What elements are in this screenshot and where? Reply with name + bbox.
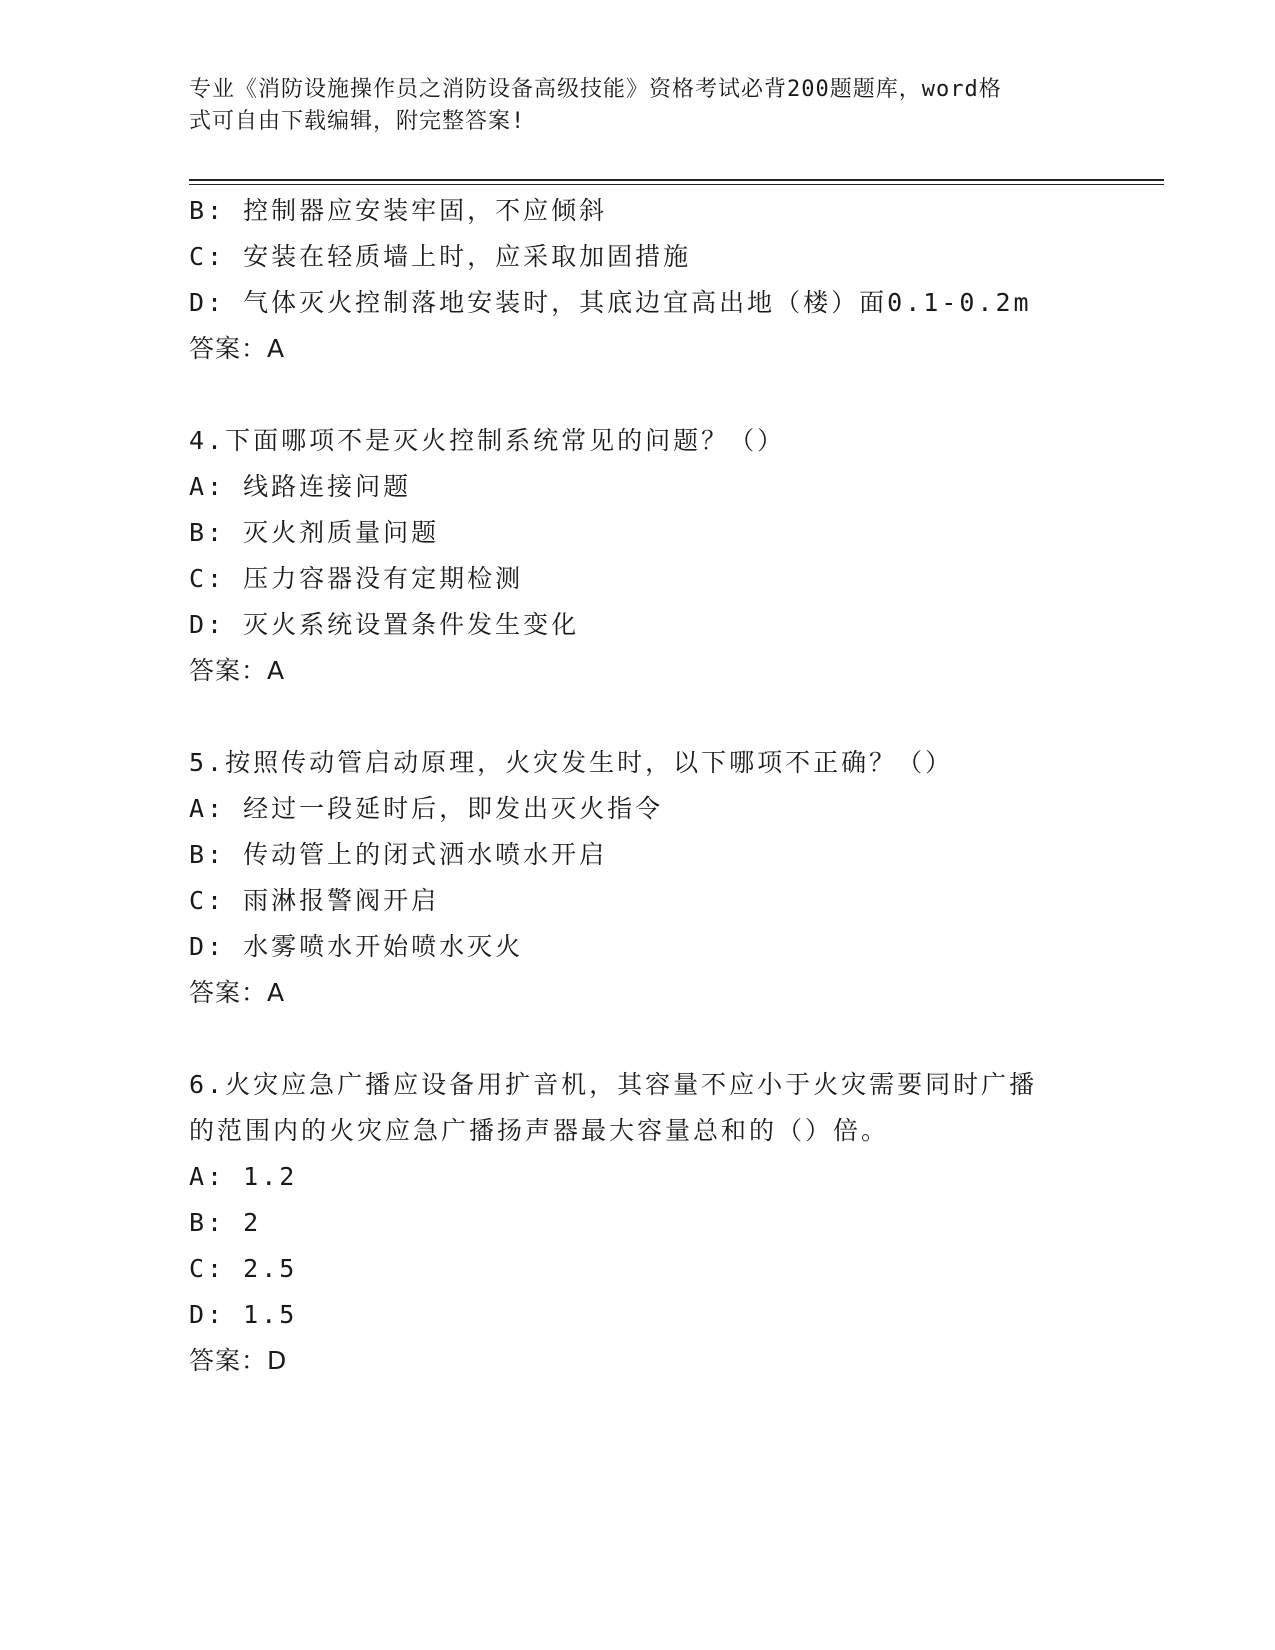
header-line-1: 专业《消防设施操作员之消防设备高级技能》资格考试必背200题题库，word格 xyxy=(189,77,1002,102)
question-list xyxy=(189,188,1169,1384)
question-text: 4.下面哪项不是灭火控制系统常见的问题？（） xyxy=(189,426,786,455)
option-b: B: 控制器应安装牢固，不应倾斜 xyxy=(189,196,608,225)
header-line-2: 式可自由下载编辑，附完整答案! xyxy=(189,109,526,134)
question-text-line-1: 6.火灾应急广播应设备用扩音机，其容量不应小于火灾需要同时广播 xyxy=(189,1070,1038,1099)
option-c: C: 压力容器没有定期检测 xyxy=(189,564,524,593)
header-divider-thin xyxy=(189,184,1164,185)
question-3 xyxy=(189,188,1169,372)
option-b: B: 2 xyxy=(189,1208,262,1237)
option-d: D: 灭火系统设置条件发生变化 xyxy=(189,610,580,639)
option-a: A: 经过一段延时后，即发出灭火指令 xyxy=(189,794,664,823)
option-d: D: 水雾喷水开始喷水灭火 xyxy=(189,932,524,961)
question-5 xyxy=(189,740,1169,1016)
document-header xyxy=(189,74,1069,138)
answer: 答案：D xyxy=(189,1346,288,1375)
question-text-line-2: 的范围内的火灾应急广播扬声器最大容量总和的（）倍。 xyxy=(189,1116,890,1145)
option-a: A: 线路连接问题 xyxy=(189,472,412,501)
option-c: C: 2.5 xyxy=(189,1254,298,1283)
option-c: C: 雨淋报警阀开启 xyxy=(189,886,440,915)
question-6 xyxy=(189,1062,1169,1384)
answer: 答案：A xyxy=(189,334,286,363)
option-d: D: 气体灭火控制落地安装时，其底边宜高出地（楼）面0.1-0.2m xyxy=(189,288,1032,317)
question-4 xyxy=(189,418,1169,694)
question-text: 5.按照传动管启动原理，火灾发生时，以下哪项不正确？（） xyxy=(189,748,954,777)
answer: 答案：A xyxy=(189,656,286,685)
option-b: B: 灭火剂质量问题 xyxy=(189,518,440,547)
option-a: A: 1.2 xyxy=(189,1162,298,1191)
answer: 答案：A xyxy=(189,978,286,1007)
option-c: C: 安装在轻质墙上时，应采取加固措施 xyxy=(189,242,692,271)
header-divider-thick xyxy=(189,179,1164,181)
option-b: B: 传动管上的闭式洒水喷水开启 xyxy=(189,840,608,869)
option-d: D: 1.5 xyxy=(189,1300,298,1329)
